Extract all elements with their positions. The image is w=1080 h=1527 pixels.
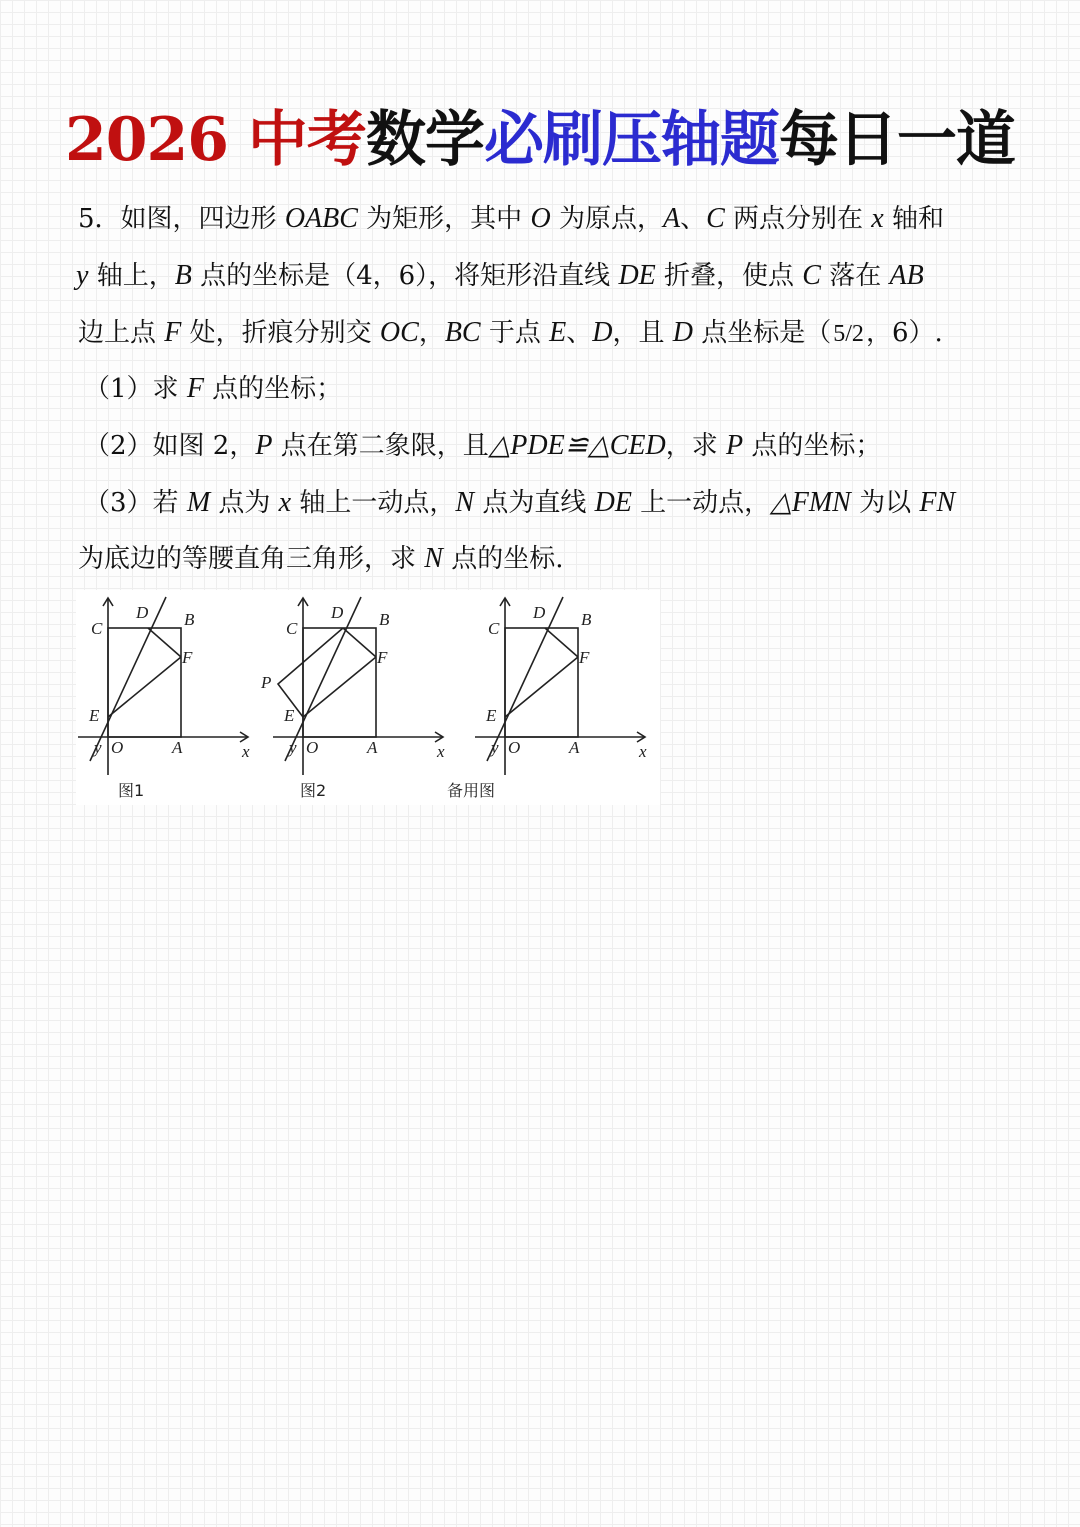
point-label-o: O [508,738,521,757]
segment-ef [303,657,376,717]
text-run: 上一动点， [631,488,771,518]
point-label-c: C [488,619,500,638]
problem-line [78,316,943,351]
point-label-f: F [579,648,590,667]
point-label-a: A [172,738,183,757]
text-run: 点的坐标； [743,431,882,461]
text-run: 两点分别在 [724,204,872,234]
problem-line [84,486,955,520]
point-label-f: F [182,648,193,667]
point-label-b: B [379,610,390,629]
figure-caption: 图1 [118,781,145,800]
figure-diagrams [76,590,660,805]
title-segment: 每日一道 [778,105,1015,175]
point-label-a: A [569,738,580,757]
point-label-p: P [261,673,272,692]
text-run: 轴上， [88,261,175,291]
text-run: 点在第二象限，且 [272,431,489,461]
segment-df [343,628,376,657]
text-run: 为原点， [550,204,663,234]
problem-line [78,542,563,576]
segment-pd-pe [278,628,343,717]
text-run: N [455,487,475,518]
text-run: ，6）. [865,318,943,348]
text-run: ，且 [612,318,673,348]
point-label-c: C [286,619,298,638]
text-run: M [186,487,211,518]
text-run: 5．如图，四边形 [78,204,285,234]
text-run: F [186,373,204,404]
text-run: C [802,260,821,291]
figure-caption: 备用图 [447,781,496,800]
text-run: 点为直线 [474,488,595,518]
text-run: FN [919,487,956,518]
segment-df [148,628,181,657]
point-label-a: A [367,738,378,757]
text-run: （3）若 [84,488,187,518]
point-label-e: E [486,706,497,725]
text-run: 点的坐标； [203,374,343,404]
point-label-x: x [242,742,250,761]
text-run: F [164,317,182,348]
text-run: BC [444,317,481,348]
text-run: P [725,430,744,461]
page-title [0,92,1080,178]
text-run: （2）如图 2， [84,431,256,461]
text-run: 轴和 [883,204,944,234]
text-run: 为矩形，其中 [357,204,531,234]
text-run: 点的坐标是（4，6），将矩形沿直线 [191,261,619,291]
text-run: B [174,260,192,291]
text-run: 点坐标是（ [693,318,832,348]
text-run: 、 [566,318,593,348]
text-run: ， [418,318,445,348]
point-label-d: D [136,603,149,622]
problem-line [78,202,944,236]
title-segment: 数学 [365,105,484,175]
text-run: （1）求 [84,374,187,404]
text-run: 处，折痕分别交 [181,318,380,348]
point-label-e: E [284,706,295,725]
text-run: 落在 [820,261,890,291]
point-label-f: F [377,648,388,667]
segment-ef [108,657,181,717]
figures [76,590,660,805]
problem-line [84,372,342,406]
text-run: 点的坐标. [442,544,564,574]
text-run: OABC [284,203,358,234]
text-run: △PDE≌△CED [488,430,666,461]
problem-line [84,429,881,463]
point-label-e: E [89,706,100,725]
text-run: 点为 [210,488,279,518]
text-run: y [76,260,89,291]
text-run: OC [379,317,419,348]
text-run: C [706,203,725,234]
point-label-b: B [184,610,195,629]
title-segment: 必刷压轴题 [483,105,779,175]
text-run: x [871,203,884,234]
point-label-y: y [94,738,102,757]
point-label-o: O [306,738,319,757]
text-run: 轴上一动点， [291,488,456,518]
point-label-x: x [639,742,647,761]
text-run: x [278,487,292,518]
text-run: 于点 [480,318,550,348]
text-run: 、 [680,204,707,234]
segment-ef [505,657,578,717]
text-run: DE [594,487,632,518]
text-run: 折叠，使点 [655,261,803,291]
text-run: O [530,203,551,234]
fraction: 5/2 [833,321,864,347]
text-run: E [549,317,567,348]
text-run: D [672,317,693,348]
text-run: P [255,430,273,461]
text-run: 边上点 [78,318,165,348]
title-segment: 2026 中考 [65,105,366,175]
text-run: DE [618,260,656,291]
point-label-x: x [437,742,445,761]
text-run: ，求 [665,431,726,461]
text-run: A [662,203,681,234]
point-label-d: D [533,603,546,622]
figure-caption: 图2 [300,781,327,800]
point-label-c: C [91,619,103,638]
text-run: AB [889,260,924,291]
text-run: 为以 [850,488,920,518]
point-label-y: y [491,738,499,757]
text-run: 为底边的等腰直角三角形，求 [78,544,425,574]
point-label-y: y [289,738,297,757]
point-label-b: B [581,610,592,629]
text-run: D [592,317,613,348]
problem-line [76,259,924,293]
text-run: △FMN [770,487,851,518]
point-label-d: D [331,603,344,622]
text-run: N [424,543,443,574]
segment-df [545,628,578,657]
point-label-o: O [111,738,124,757]
